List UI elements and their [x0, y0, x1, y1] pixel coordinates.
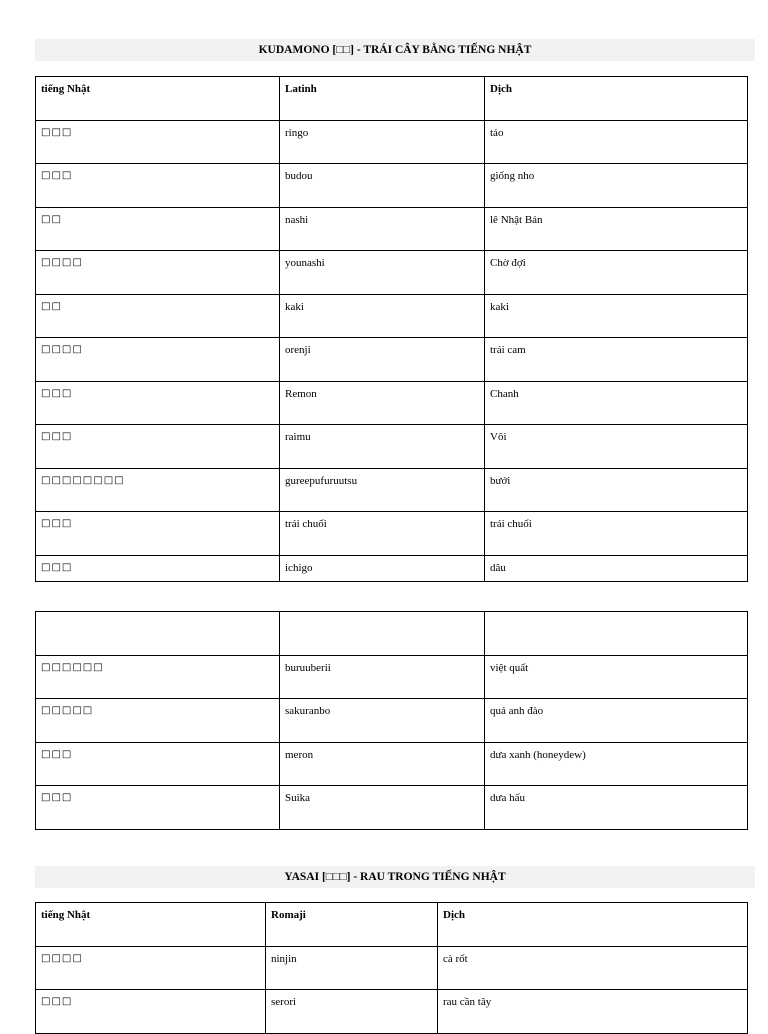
table-row [36, 742, 748, 786]
cell-japanese: □□□ [36, 425, 280, 469]
cell-translation: dưa hấu [485, 786, 748, 830]
cell-translation: Chanh [485, 381, 748, 425]
cell-translation: bưởi [485, 468, 748, 512]
table-header-row [36, 77, 748, 121]
cell-romaji: Remon [280, 381, 485, 425]
table-row [36, 655, 748, 699]
cell-romaji: serori [266, 990, 438, 1034]
cell-romaji: buruuberii [280, 655, 485, 699]
table-row [36, 164, 748, 208]
cell-romaji: ichigo [280, 555, 485, 581]
table-row [36, 512, 748, 556]
cell-translation: cà rốt [438, 946, 748, 990]
cell-translation: rau cần tây [438, 990, 748, 1034]
vegetables-table [35, 902, 748, 1034]
cell-romaji: sakuranbo [280, 699, 485, 743]
cell-japanese: □□ [36, 207, 280, 251]
cell-translation: lê Nhật Bản [485, 207, 748, 251]
cell-translation: dưa xanh (honeydew) [485, 742, 748, 786]
table-header-row [36, 903, 748, 947]
cell-translation: Chờ đợi [485, 251, 748, 295]
cell-japanese: □□□ [36, 786, 280, 830]
cell-romaji [280, 612, 485, 656]
cell-japanese: □□□□□ [36, 699, 280, 743]
cell-translation: việt quất [485, 655, 748, 699]
cell-japanese: □□□□ [36, 946, 266, 990]
fruits-table-continued [35, 611, 748, 830]
cell-romaji: trái chuối [280, 512, 485, 556]
cell-romaji: Suika [280, 786, 485, 830]
header-romaji: Romaji [266, 903, 438, 947]
cell-japanese [36, 612, 280, 656]
cell-japanese: □□□□ [36, 251, 280, 295]
table-row [36, 468, 748, 512]
cell-romaji: gureepufuruutsu [280, 468, 485, 512]
cell-translation [485, 612, 748, 656]
cell-japanese: □□□□ [36, 338, 280, 382]
cell-japanese: □□□□□□ [36, 655, 280, 699]
cell-translation: trái cam [485, 338, 748, 382]
table-row [36, 612, 748, 656]
cell-japanese: □□□ [36, 164, 280, 208]
fruits-table [35, 76, 748, 582]
table-row [36, 946, 748, 990]
table-row [36, 120, 748, 164]
cell-japanese: □□□ [36, 381, 280, 425]
cell-japanese: □□□ [36, 512, 280, 556]
table-row [36, 555, 748, 581]
header-translation: Dịch [485, 77, 748, 121]
cell-romaji: kaki [280, 294, 485, 338]
table-row [36, 990, 748, 1034]
vegetables-heading: YASAI [□□□] - RAU TRONG TIẾNG NHẬT [35, 866, 755, 888]
cell-romaji: raimu [280, 425, 485, 469]
cell-romaji: ninjin [266, 946, 438, 990]
cell-translation: dâu [485, 555, 748, 581]
table-row [36, 251, 748, 295]
fruits-heading: KUDAMONO [□□] - TRÁI CÂY BẰNG TIẾNG NHẬT [35, 39, 755, 61]
header-latin: Latinh [280, 77, 485, 121]
table-row [36, 699, 748, 743]
table-row [36, 207, 748, 251]
header-japanese: tiếng Nhật [36, 903, 266, 947]
cell-japanese: □□□ [36, 990, 266, 1034]
table-row [36, 425, 748, 469]
table-row [36, 786, 748, 830]
table-row [36, 381, 748, 425]
cell-japanese: □□□□□□□□ [36, 468, 280, 512]
cell-japanese: □□□ [36, 555, 280, 581]
cell-translation: quả anh đào [485, 699, 748, 743]
header-japanese: tiếng Nhật [36, 77, 280, 121]
header-translation: Dịch [438, 903, 748, 947]
cell-romaji: orenji [280, 338, 485, 382]
cell-romaji: ringo [280, 120, 485, 164]
cell-translation: táo [485, 120, 748, 164]
cell-romaji: budou [280, 164, 485, 208]
cell-japanese: □□ [36, 294, 280, 338]
cell-japanese: □□□ [36, 742, 280, 786]
cell-romaji: meron [280, 742, 485, 786]
cell-translation: kaki [485, 294, 748, 338]
cell-translation: giống nho [485, 164, 748, 208]
cell-romaji: nashi [280, 207, 485, 251]
cell-romaji: younashi [280, 251, 485, 295]
table-row [36, 294, 748, 338]
cell-translation: Vôi [485, 425, 748, 469]
table-row [36, 338, 748, 382]
cell-translation: trái chuối [485, 512, 748, 556]
cell-japanese: □□□ [36, 120, 280, 164]
